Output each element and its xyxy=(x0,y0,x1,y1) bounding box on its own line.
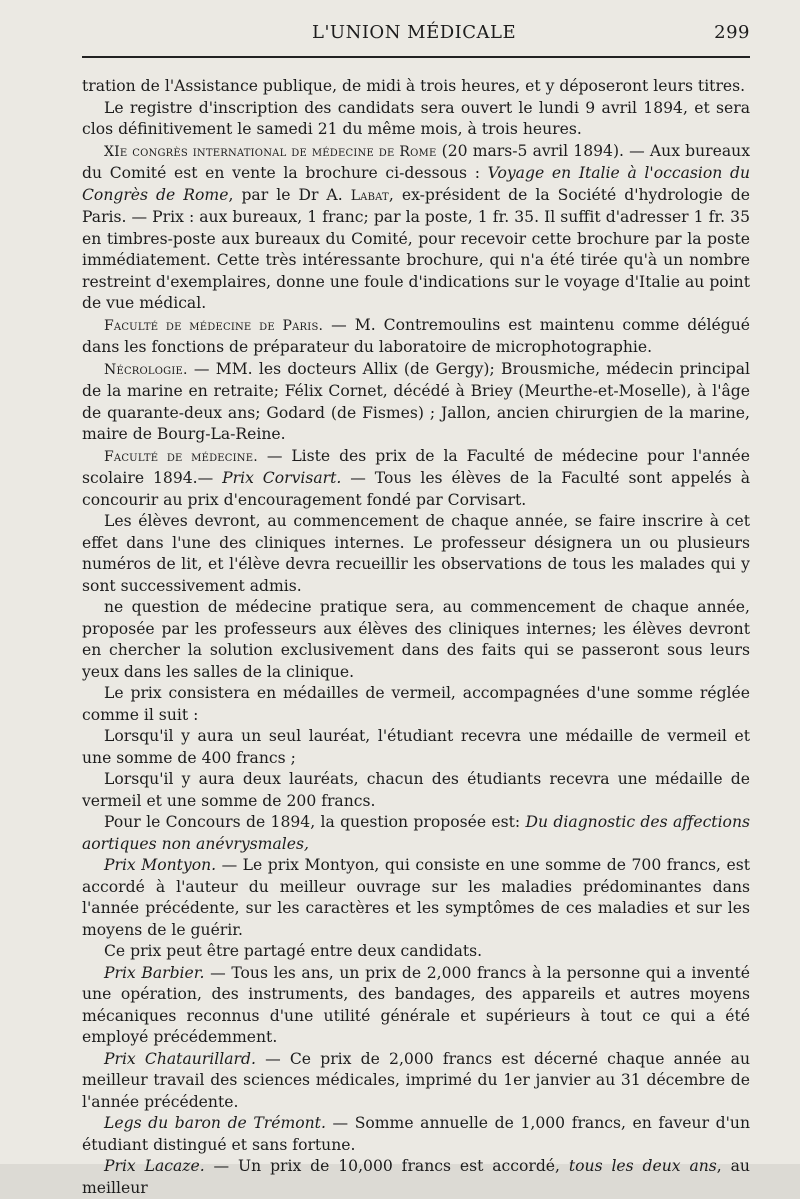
paragraph-text: — Tous les ans, un prix de 2,000 francs à la personne qui a inventé une opération, des instruments, des bandages, des appareils et autres moyens mécaniques reconnus d'une utilité générale et supérieurs à tout ce qui a été employé précédemment. xyxy=(82,963,750,1046)
paragraph-text: — MM. les docteurs Allix (de Gergy); Brousmiche, médecin principal de la marine en retraite; Félix Cornet, décédé à Briey (Meurthe-et-Moselle), à l'âge de quarante-deux ans; Godard (de Fismes) ; Jallon, ancien chirurgien de la marine, maire de Bourg-La-Reine. xyxy=(82,359,750,443)
paragraph-text: , ex-président de la Société d'hydrologie de Paris. — Prix : aux bureaux, 1 franc; par la poste, 1 fr. 35. Il suffit d'adresser 1 fr. 35 en timbres-poste aux bureaux du Comité, pour recevoir cette brochure par la poste immédiatement. Cette très intéressante brochure, qui n'a été tirée qu'à un nombre restreint d'exemplaires, donne une foule d'indications sur le voyage d'Italie au point de vue médical. xyxy=(82,185,750,312)
prize-name: Legs du baron de Trémont. xyxy=(104,1114,326,1132)
paragraph-text: , au meilleur xyxy=(82,1157,750,1197)
paragraph-faculte-paris xyxy=(82,315,750,359)
paragraph-text: (20 mars-5 avril 1894). — Aux bureaux du Comité est en vente la brochure ci-dessous : xyxy=(82,141,750,182)
page-number: 299 xyxy=(714,22,750,43)
section-lead: Faculté de médecine. xyxy=(104,448,258,465)
section-lead: XIe congrès international de médecine de Rome xyxy=(104,143,437,160)
paragraph xyxy=(82,769,750,812)
paragraph xyxy=(82,98,750,141)
paragraph-text: Lorsqu'il y aura un seul lauréat, l'étudiant recevra une médaille de vermeil et une somme de 400 francs ; xyxy=(82,727,750,767)
paragraph xyxy=(82,726,750,769)
paragraph-text: — Tous les élèves de la Faculté sont appelés à concourir au prix d'encouragement fondé par Corvisart. xyxy=(82,469,750,509)
paragraph-prix-lacaze xyxy=(82,1156,750,1199)
paragraph-text: Lorsqu'il y aura deux lauréats, chacun des étudiants recevra une médaille de vermeil et une somme de 200 francs. xyxy=(82,770,750,810)
article-body xyxy=(82,76,750,1199)
prize-name: Prix Corvisart. xyxy=(222,469,342,487)
paragraph-text: — Un prix de 10,000 francs est accordé, xyxy=(204,1157,569,1175)
paragraph-text: , par le Dr A. xyxy=(228,185,351,204)
paragraph-text: ne question de médecine pratique sera, au commencement de chaque année, proposée par les professeurs aux élèves des cliniques internes; les élèves devront en chercher la solution exclusivement dans des faits qui se passeront sous leurs yeux dans les salles de la clinique. xyxy=(82,598,750,681)
book-title: Voyage en Italie à l'occasion du Congrès de Rome xyxy=(82,164,750,204)
paragraph xyxy=(82,683,750,726)
contest-question: Du diagnostic des affections aortiques non anévrysmales, xyxy=(82,813,750,853)
prize-name: Prix Montyon. xyxy=(104,856,217,874)
paragraph-text: Les élèves devront, au commencement de chaque année, se faire inscrire à cet effet dans l'une des cliniques internes. Le professeur désignera un ou plusieurs numéros de lit, et l'élève devra recueillir les observations de tous les malades qui y sont successivement admis. xyxy=(82,512,750,595)
paragraph-legs-tremont xyxy=(82,1113,750,1156)
paragraph xyxy=(82,812,750,855)
paragraph-text: Ce prix peut être partagé entre deux candidats. xyxy=(104,942,483,960)
paragraph-prix-chataurillard xyxy=(82,1049,750,1114)
emphasis-text: tous les deux ans xyxy=(568,1157,717,1175)
paragraph-prix-barbier xyxy=(82,963,750,1049)
paragraph-text: — M. Contremoulins est maintenu comme délégué dans les fonctions de préparateur du laboratoire de microphotographie. xyxy=(82,315,750,356)
paragraph xyxy=(82,511,750,597)
paragraph xyxy=(82,76,750,98)
paragraph-necrologie xyxy=(82,359,750,446)
prize-name: Prix Chataurillard. xyxy=(104,1049,256,1068)
section-lead: Faculté de médecine de Paris. xyxy=(104,317,324,334)
paragraph-prix-montyon xyxy=(82,855,750,941)
running-title: L'UNION MÉDICALE xyxy=(312,22,517,43)
paragraph-text: Le prix consistera en médailles de vermeil, accompagnées d'une somme réglée comme il suit : xyxy=(82,684,750,724)
paragraph-rome-congress xyxy=(82,141,750,315)
page-header xyxy=(82,18,750,46)
paragraph-text: — Liste des prix de la Faculté de médecine pour l'année scolaire 1894.— xyxy=(82,446,750,487)
paragraph-text: Le registre d'inscription des candidats sera ouvert le lundi 9 avril 1894, et sera clos définitivement le samedi 21 du même mois, à trois heures. xyxy=(82,98,750,138)
paragraph-faculte-prix xyxy=(82,446,750,512)
paragraph-text: tration de l'Assistance publique, de midi à trois heures, et y déposeront leurs titres. xyxy=(82,77,746,95)
paragraph-text: — Somme annuelle de 1,000 francs, en faveur d'un étudiant distingué et sans fortune. xyxy=(82,1114,750,1154)
prize-name: Prix Barbier. xyxy=(104,963,205,982)
author-name: Labat xyxy=(350,187,389,204)
paragraph-text: — Ce prix de 2,000 francs est décerné chaque année au meilleur travail des sciences médicales, imprimé du 1er janvier au 31 décembre de l'année précédente. xyxy=(82,1049,750,1111)
header-rule xyxy=(82,56,750,58)
section-lead: Nécrologie. xyxy=(104,361,188,378)
paragraph-text: Pour le Concours de 1894, la question proposée est: xyxy=(104,813,526,831)
paragraph xyxy=(82,941,750,963)
paragraph-text: — Le prix Montyon, qui consiste en une somme de 700 francs, est accordé à l'auteur du meilleur ouvrage sur les maladies prédominantes dans l'année précédente, sur les caractères et les symptômes de ces maladies et sur les moyens de le guérir. xyxy=(82,856,750,939)
prize-name: Prix Lacaze. xyxy=(104,1157,205,1175)
paragraph xyxy=(82,597,750,683)
